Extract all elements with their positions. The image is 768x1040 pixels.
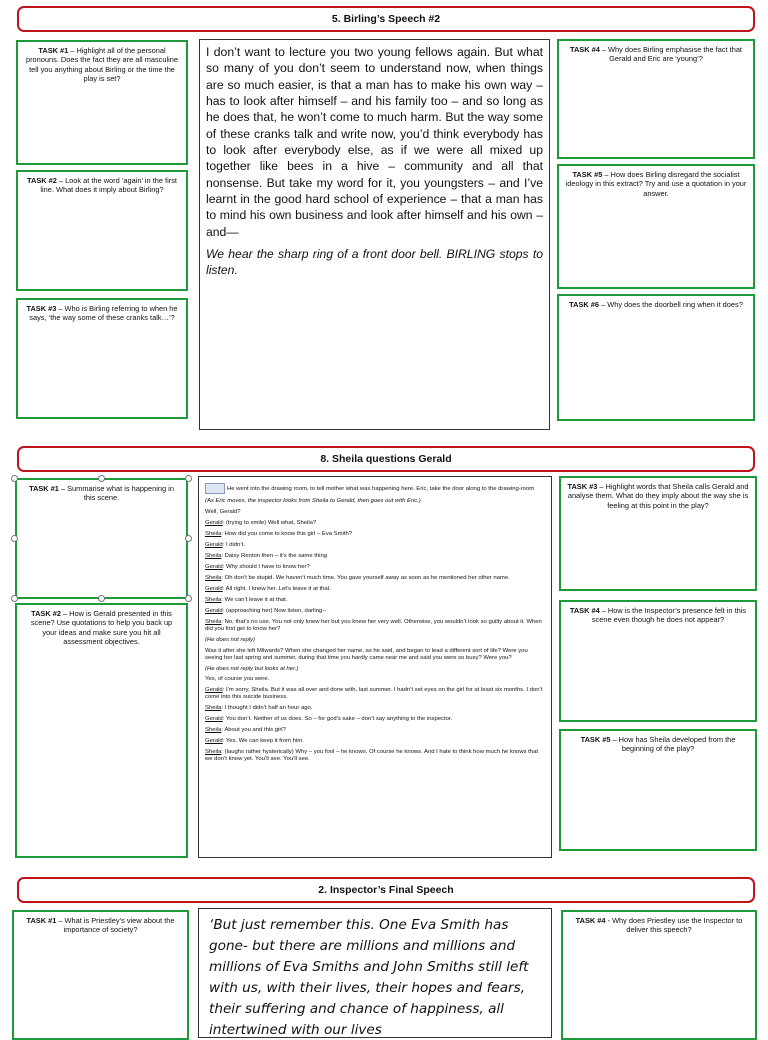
task-label: TASK #3: [567, 482, 598, 491]
task-box[interactable]: [16, 298, 188, 419]
task-text: – How is Gerald presented in this scene? Use quotations to help you back up your ideas and make sure you hit all assessment objectives.: [30, 609, 173, 647]
script-line: Sheila: Oh don’t be stupid. We haven’t much time. You gave yourself away as soon as he mentioned her other name.: [205, 574, 510, 581]
section-title: 5. Birling’s Speech #2: [331, 13, 441, 25]
task-box[interactable]: [559, 600, 757, 722]
task-label: TASK #1: [26, 916, 57, 925]
task-label: TASK #4: [569, 606, 600, 615]
script-line: Sheila: (laughs rather hysterically) Why – you fool – he knows. Of course he knows. And I hate to think how much he knows that we don’t know yet. You’ll see. You’ll see.: [205, 749, 538, 763]
script-line: He went into the drawing room, to tell mother what was happening here. Eric, take the door along to the drawing-room: [205, 483, 545, 494]
script-line: Yes, of course you were.: [205, 676, 270, 683]
script-line: Was it after she left Milwards? When she changed her name, as he said, and began to lead a different sort of life? Were you seeing her last spring and summer, during that time you hardly came near me and said you were so busy? Were you?: [205, 647, 528, 661]
script-line: Sheila: How did you come to know this girl – Eva Smith?: [205, 530, 353, 537]
script-line: Gerald: (approaching her) Now listen, darling--: [205, 607, 327, 614]
script-line: Sheila: I thought I didn’t half an hour ago.: [205, 705, 313, 712]
section-header: [17, 877, 755, 903]
section-header: [17, 6, 755, 32]
task-box[interactable]: [15, 603, 188, 858]
section-header: [17, 446, 755, 472]
resize-handle-icon[interactable]: [185, 595, 192, 602]
task-text: - Why does Priestley use the Inspector to deliver this speech?: [605, 916, 743, 935]
task-label: TASK #4: [575, 916, 606, 925]
script-line: Sheila: About you and this girl?: [205, 727, 286, 734]
task-label: TASK #3: [26, 304, 57, 313]
task-text: – How does Birling disregard the socialist ideology in this extract? Try and use a quotation in your answer.: [565, 170, 747, 198]
script-line: Gerald: Yes. We can keep it from him.: [205, 738, 304, 745]
script-line: Gerald: Why should I have to know her?: [205, 563, 310, 570]
task-text: – Why does the doorbell ring when it does?: [599, 300, 743, 309]
task-box[interactable]: [559, 476, 757, 591]
script-line: Sheila: No, that’s no use. You not only knew her but you knew her very well. Otherwise, you wouldn’t look so guilty about it. When did you first get to know her?: [205, 618, 542, 632]
script-line: Gerald: You don’t. Neither of us does. So – for god’s sake – don’t say anything to the inspector.: [205, 716, 453, 723]
task-text: – Highlight all of the personal pronouns. Does the fact they are all masculine tell you anything about Birling or the time the play is set?: [25, 46, 178, 84]
task-box[interactable]: [557, 39, 755, 159]
section-title: 2. Inspector’s Final Speech: [318, 884, 454, 896]
resize-handle-icon[interactable]: [11, 475, 18, 482]
task-text: – Summarise what is happening in this scene.: [58, 484, 174, 503]
task-box[interactable]: [561, 910, 757, 1040]
task-box[interactable]: [557, 294, 755, 421]
image-icon: [205, 483, 225, 494]
speech-text: ‘But just remember this. One Eva Smith has gone- but there are millions and millions and millions of Eva Smiths and John Smiths still left with us, with their lives, their hopes and fears, their suffering and chance of happiness, all intertwined with our lives: [209, 917, 529, 1038]
task-label: TASK #1: [38, 46, 69, 55]
task-box-selected[interactable]: [15, 478, 188, 599]
resize-handle-icon[interactable]: [185, 535, 192, 542]
task-box[interactable]: [16, 170, 188, 291]
script-line: (He does not reply): [205, 636, 256, 643]
task-text: – Highlight words that Sheila calls Gerald and analyse them. What do they imply about the way she is feeling at this point in the play?: [567, 482, 749, 510]
script-line: Gerald: I didn’t.: [205, 541, 245, 548]
task-text: – How has Sheila developed from the beginning of the play?: [610, 735, 736, 754]
task-label: TASK #5: [572, 170, 603, 179]
task-text: – Who is Birling referring to when he says, ‘the way some of these cranks talk…’?: [29, 304, 178, 323]
task-text: – How is the Inspector’s presence felt in this scene even though he does not appear?: [591, 606, 747, 625]
script-line: Well, Gerald?: [205, 508, 241, 515]
task-text: – Look at the word ‘again’ in the first line. What does it imply about Birling?: [40, 176, 177, 195]
resize-handle-icon[interactable]: [11, 535, 18, 542]
stage-direction: We hear the sharp ring of a front door bell. BIRLING stops to listen.: [206, 247, 543, 278]
extract-text-box[interactable]: [198, 908, 552, 1038]
task-box[interactable]: [557, 164, 755, 289]
task-box[interactable]: [12, 910, 189, 1040]
script-line: (As Eric moves, the inspector looks from Sheila to Gerald, then goes out with Eric.): [205, 498, 421, 504]
script-line: Sheila: Daisy Renton then – it’s the same thing: [205, 552, 328, 559]
script-extract-box[interactable]: [198, 476, 552, 858]
task-text: – What is Priestley’s view about the importance of society?: [56, 916, 175, 935]
script-line: (He does not reply but looks at her.): [205, 665, 299, 672]
resize-handle-icon[interactable]: [98, 595, 105, 602]
task-label: TASK #6: [569, 300, 600, 309]
script-line: Sheila: We can’t leave it at that.: [205, 596, 288, 603]
task-text: – Why does Birling emphasise the fact that Gerald and Eric are ‘young’?: [599, 45, 742, 64]
script-line: Gerald: (trying to smile) Well what, Sheila?: [205, 519, 317, 526]
task-label: TASK #1: [29, 484, 59, 493]
task-box[interactable]: [559, 729, 757, 851]
task-label: TASK #5: [580, 735, 611, 744]
task-label: TASK #2: [31, 609, 61, 618]
extract-text-box[interactable]: [199, 39, 550, 430]
section-title: 8. Sheila questions Gerald: [320, 453, 452, 465]
task-box[interactable]: [16, 40, 188, 165]
speech-text: I don’t want to lecture you two young fellows again. But what so many of you don’t seem to understand now, when things are so much easier, is that a man has to make his own way – has to look after himself – and his family too – and so long as he does that, he won’t come to much harm. But the way some of these cranks talk and write now, you’d think everybody has to look after everybody else, as if we were all mixed up together like bees in a hive – community and all that nonsense. But take my word for it, you youngsters – and I’ve learnt in the good hard school of experience – that a man has to mind his own business and look after himself and his own – and—: [206, 45, 543, 239]
resize-handle-icon[interactable]: [185, 475, 192, 482]
task-label: TASK #4: [570, 45, 600, 54]
task-label: TASK #2: [27, 176, 57, 185]
script-line: Gerald: I’m sorry, Sheila. But it was all over and done with, last summer. I hadn’t set eyes on the girl for at least six months. I don’t come into this suicide business.: [205, 687, 543, 701]
resize-handle-icon[interactable]: [11, 595, 18, 602]
script-line: Gerald: All right. I knew her. Let’s leave it at that.: [205, 585, 331, 592]
resize-handle-icon[interactable]: [98, 475, 105, 482]
